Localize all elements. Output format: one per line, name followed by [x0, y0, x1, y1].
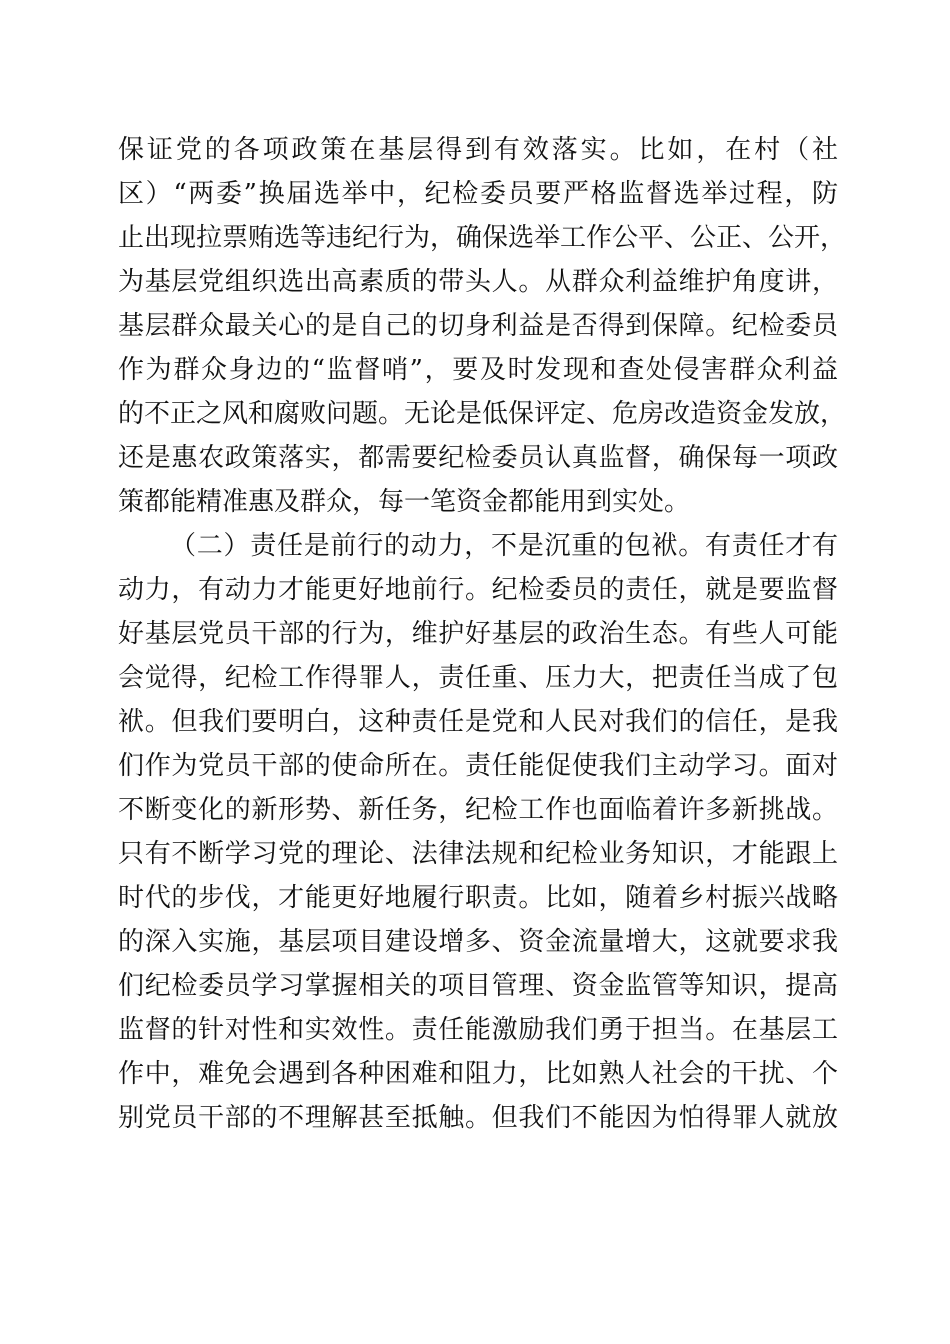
paragraph-1-line: 还是惠农政策落实，都需要纪检委员认真监督，确保每一项政 [118, 443, 838, 473]
paragraph-2-line: 们纪检委员学习掌握相关的项目管理、资金监管等知识，提高 [118, 971, 838, 1001]
paragraph-1-line: 基层群众最关心的是自己的切身利益是否得到保障。纪检委员 [118, 311, 838, 341]
paragraph-1-line: 作为群众身边的“监督哨”，要及时发现和查处侵害群众利益 [118, 355, 838, 385]
paragraph-2-line: 不断变化的新形势、新任务，纪检工作也面临着许多新挑战。 [118, 795, 838, 825]
paragraph-2-line: 监督的针对性和实效性。责任能激励我们勇于担当。在基层工 [118, 1015, 838, 1045]
paragraph-2-heading-line: （二）责任是前行的动力，不是沉重的包袱。有责任才有 [170, 531, 838, 561]
paragraph-2-line: 好基层党员干部的行为，维护好基层的政治生态。有些人可能 [118, 619, 838, 649]
paragraph-2-line: 会觉得，纪检工作得罪人，责任重、压力大，把责任当成了包 [118, 663, 838, 693]
paragraph-1-line: 策都能精准惠及群众，每一笔资金都能用到实处。 [118, 487, 691, 517]
paragraph-2 [118, 524, 838, 1140]
paragraph-2-line: 只有不断学习党的理论、法律法规和纪检业务知识，才能跟上 [118, 839, 838, 869]
paragraph-2-line: 袱。但我们要明白，这种责任是党和人民对我们的信任，是我 [118, 707, 838, 737]
paragraph-1 [118, 128, 847, 524]
paragraph-2-line: 时代的步伐，才能更好地履行职责。比如，随着乡村振兴战略 [118, 883, 838, 913]
paragraph-1-line: 为基层党组织选出高素质的带头人。从群众利益维护角度讲， [118, 267, 838, 297]
paragraph-1-line: 区）“两委”换届选举中，纪检委员要严格监督选举过程，防 [118, 179, 838, 209]
paragraph-2-line: 别党员干部的不理解甚至抵触。但我们不能因为怕得罪人就放 [118, 1103, 838, 1133]
paragraph-2-line: 们作为党员干部的使命所在。责任能促使我们主动学习。面对 [118, 751, 838, 781]
paragraph-2-line: 的深入实施，基层项目建设增多、资金流量增大，这就要求我 [118, 927, 838, 957]
paragraph-2-line: 作中，难免会遇到各种困难和阻力，比如熟人社会的干扰、个 [118, 1059, 838, 1089]
paragraph-2-line: 动力，有动力才能更好地前行。纪检委员的责任，就是要监督 [118, 575, 838, 605]
paragraph-1-line: 止出现拉票贿选等违纪行为，确保选举工作公平、公正、公开， [118, 223, 847, 253]
document-body [118, 128, 847, 1140]
paragraph-1-line: 的不正之风和腐败问题。无论是低保评定、危房改造资金发放， [118, 399, 847, 429]
paragraph-1-line: 保证党的各项政策在基层得到有效落实。比如，在村（社 [118, 135, 838, 165]
